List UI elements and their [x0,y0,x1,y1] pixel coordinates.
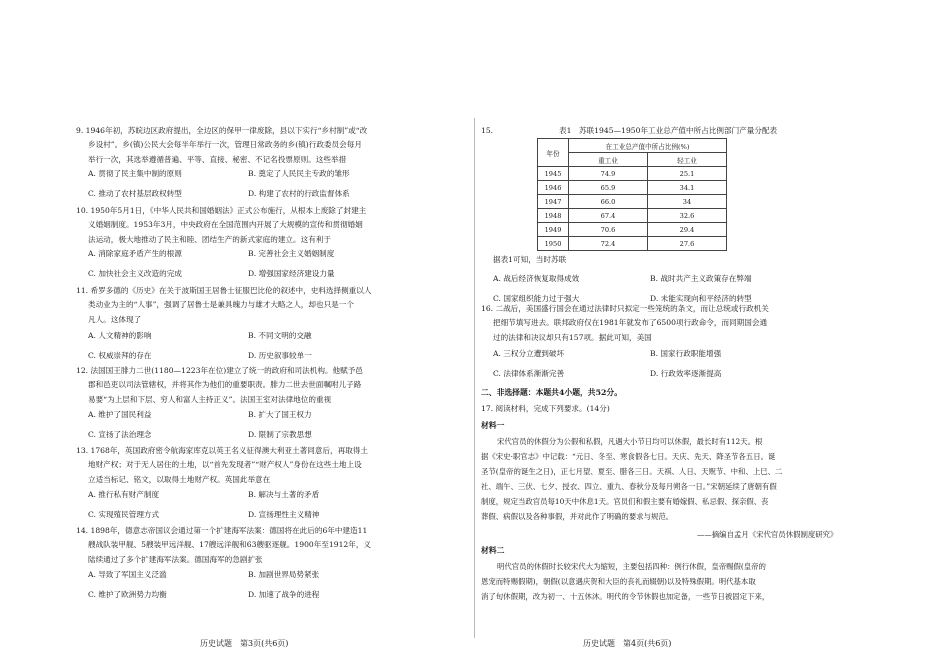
q16-line-2: 把细节填写进去。联邦政府仅在1981年就发布了6500项行政命令，而同期国会通 [493,318,768,328]
q12-option-d: D. 限制了宗教思想 [248,430,312,439]
q16-option-c: C. 法律体系渐渐完善 [493,369,565,378]
q13-line-2: 地财产权；对于无人居住的土地，以“首先发现者”“财产权人”身份在这些土地上设 [88,460,362,470]
material-1-line-1: 宋代官员的休假分为公假和私假，凡遇大小节日均可以休假，最长时有112天。根 [497,437,763,446]
q15-option-b: B. 战时共产主义政策存在弊端 [650,274,752,283]
left-page-footer: 历史试题 第3页(共6页) [200,639,289,648]
question-9 [76,124,367,167]
material-2-line-3: 消了旬休假期，改为初一、十五休沐。明代的令节休假也加定备，一些节日被固定下来， [481,592,770,601]
right-page [475,0,950,672]
table-header-light: 轻工业 [647,153,726,167]
table-cell-heavy: 67.4 [569,209,648,223]
question-17: 17. 阅读材料，完成下列要求。(14分) [481,404,610,413]
q12-line-3: 易要“为上层和下层、穷人和富人主持正义”。法国王室对法律地位的重视 [88,394,332,404]
q9-option-b: B. 奠定了人民民主专政的雏形 [248,169,350,178]
table-row [538,195,727,209]
q14-option-b: B. 加剧世界局势紧张 [248,570,320,579]
q14-option-c: C. 维护了欧洲势力均衡 [88,590,167,599]
table-cell-heavy: 70.6 [569,223,648,237]
table-cell-year: 1949 [538,223,569,237]
table-row [538,181,727,195]
table-cell-light: 25.1 [647,167,726,181]
material-2-title: 材料二 [481,546,505,555]
material-1-line-3: 圣节(皇帝的诞生之日)，正七月望、夏至、腊各三日。天祺、人日、天贶节、中和、上巳、二 [481,467,783,476]
material-2-line-2: 恩宠而特赐假期)，朝假(以意遇庆贺和大臣的丧礼而辍朝)以及特殊假期。明代基本取 [481,577,756,586]
q15-table [537,138,727,251]
q15-option-d: D. 未能实现向和平经济的转型 [650,294,752,303]
q10-line-2: 义婚姻制度。1953年3月，中央政府在全国范围内开展了大规模的宣传和贯彻婚姻 [88,220,363,230]
right-page-footer: 历史试题 第4页(共6页) [583,639,672,648]
question-13 [76,444,368,487]
table-cell-heavy: 65.9 [569,181,648,195]
table-cell-year: 1950 [538,237,569,251]
material-2-line-1: 明代官员的休假时长较宋代大为缩短，主要包括四种：例行休假，皇帝赐假(皇帝的 [497,562,766,571]
question-11 [76,284,371,327]
q10-line-1: 10. 1950年5月1日，《中华人民共和国婚姻法》正式公布施行，从根本上废除了封建主 [76,206,367,215]
table-row [538,237,727,251]
q11-option-c: C. 权威崇拜的存在 [88,351,152,360]
q10-option-c: C. 加快社会主义改造的完成 [88,269,182,278]
q9-option-a: A. 贯彻了民主集中制的原则 [88,169,182,178]
q13-option-c: C. 实现殖民管理方式 [88,510,160,519]
material-1-body [481,434,782,524]
table-cell-heavy: 72.4 [569,237,648,251]
table-cell-year: 1945 [538,167,569,181]
q11-option-d: D. 历史叙事较单一 [248,351,312,360]
q10-option-b: B. 完善社会主义婚姻制度 [248,249,335,258]
q9-option-c: C. 推动了农村基层政权转型 [88,189,182,198]
q13-option-d: D. 宣扬理性主义精神 [248,510,320,519]
q15-stem: 据表1可知，当时苏联 [493,255,567,264]
q10-line-3: 法运动，极大地推动了民主和睦、团结生产的新式家庭的建立。这有利于 [88,234,331,244]
q12-option-b: B. 扩大了国王权力 [248,410,312,419]
q9-line-3: 举行一次，其选举遵循普遍、平等、直接、秘密、不记名投票原则。这些举措 [88,154,347,164]
question-12 [76,364,363,407]
material-1-line-4: 社、端午、三伏、七夕、授衣、四立、重九、春秋分及每月朔各一日。”宋朝延续了唐朝有假 [481,482,777,491]
table-row [538,223,727,237]
q13-line-1: 13. 1768年，英国政府密令航海家库克以英王名义征得澳大利亚土著同意后，再取得土 [76,446,368,455]
q11-line-1: 11. 希罗多德的《历史》在关于波斯国王居鲁士征服巴比伦的叙述中，史料选择侧重以人 [76,286,372,295]
q13-option-b: B. 解决与土著的矛盾 [248,490,320,499]
q14-option-a: A. 导致了军国主义泛滥 [88,570,167,579]
table-header-group: 在工业总产值中所占比例(%) [569,139,727,153]
q11-option-a: A. 人文精神的影响 [88,331,152,340]
q9-line-2: 乡设村”。乡(镇)公民大会每半年举行一次，管理日常政务的乡(镇)行政委员会每月 [88,140,362,150]
material-2-body [481,559,769,604]
q15-table-caption: 表1 苏联1945—1950年工业总产值中所占比例部门产量分配表 [559,126,778,135]
q14-line-1: 14. 1898年，德意志帝国议会通过第一个扩建海军法案：德国将在此后的6年中建造11 [76,526,368,535]
q14-option-d: D. 加速了战争的进程 [248,590,320,599]
q16-line-1: 16. 二战后，美国盛行国会在通过法律时只拟定一些笼统的条文，而让总统或行政机关 [481,304,769,313]
table-row [538,167,727,181]
q13-line-3: 立适当标记、铭文，以取得土地财产权。英国此举意在 [88,474,271,484]
question-16 [481,302,769,345]
table-cell-heavy: 74.9 [569,167,648,181]
q12-line-2: 郡和邑吏以司法管辖权，并将其作为他们的重要职责。腓力二世去世面嘱咐儿子路 [88,380,362,390]
q16-option-b: B. 国家行政职能增强 [650,349,722,358]
table-cell-year: 1948 [538,209,569,223]
material-1-title: 材料一 [481,421,505,430]
q11-line-2: 类动业为主的“人事”，强调了居鲁士是兼具魄力与雄才大略之人，却也只是一个 [88,300,354,310]
q15-number: 15. [481,126,494,135]
question-10 [76,204,366,247]
table-cell-year: 1946 [538,181,569,195]
table-cell-light: 34.1 [647,181,726,195]
table-cell-year: 1947 [538,195,569,209]
q15-option-c: C. 国家组织能力过于强大 [493,294,580,303]
q14-line-2: 艘战队装甲舰、5艘装甲远洋舰、17艘远洋舰和63艘驱逐舰。1900年至1912年，义 [88,540,372,550]
table-header-year: 年份 [538,139,569,167]
q15-option-a: A. 战后经济恢复取得成效 [493,274,580,283]
q13-option-a: A. 推行私有财产制度 [88,490,160,499]
q11-option-b: B. 不同文明的交融 [248,331,312,340]
q12-line-1: 12. 法国国王腓力二世(1180—1223年在位)建立了统一的政府和司法机构。他赋予邑 [76,366,363,375]
table-cell-light: 34 [647,195,726,209]
q16-option-a: A. 三权分立遭到破坏 [493,349,565,358]
q12-option-a: A. 维护了国民利益 [88,410,152,419]
q12-option-c: C. 宣扬了法治理念 [88,430,152,439]
material-1-line-2: 据《宋史·职官志》中记载：“元日、冬至、寒食假各七日。天庆、先天、降圣节各五日。诞 [481,452,776,461]
question-14 [76,524,371,567]
table-cell-light: 27.6 [647,237,726,251]
section-heading: 二、非选择题：本题共4小题，共52分。 [481,388,623,397]
q9-line-1: 9. 1946年初，苏皖边区政府提出，全边区的保甲一律废除，县以下实行“乡村制”或“改 [76,126,368,135]
q10-option-a: A. 消除家庭矛盾产生的根源 [88,249,182,258]
q16-line-3: 过的法律和决议却只有157项。据此可知，美国 [493,332,652,342]
table-row [538,209,727,223]
q10-option-d: D. 增强国家经济建设力量 [248,269,335,278]
table-cell-light: 32.6 [647,209,726,223]
table-header-heavy: 重工业 [569,153,648,167]
table-cell-heavy: 66.0 [569,195,648,209]
table-cell-light: 29.4 [647,223,726,237]
q16-option-d: D. 行政效率逐渐提高 [650,369,722,378]
material-1-line-6: 葬假、病假以及各种事假，并对此作了明确的要求与规范。 [481,512,674,521]
q14-line-3: 陆续通过了多个扩建海军法案。德国海军的急剧扩张 [88,554,263,564]
q9-option-d: D. 构建了农村的行政监督体系 [248,189,350,198]
q11-line-3: 凡人。这体现了 [88,314,142,324]
material-1-line-5: 制度，规定当政官员每10天中休息1天。官员们和假主要有婚嫁假、私忌假、探亲假、丧 [481,497,769,506]
material-1-source: ——摘编自孟月《宋代官员休假制度研究》 [697,530,838,539]
